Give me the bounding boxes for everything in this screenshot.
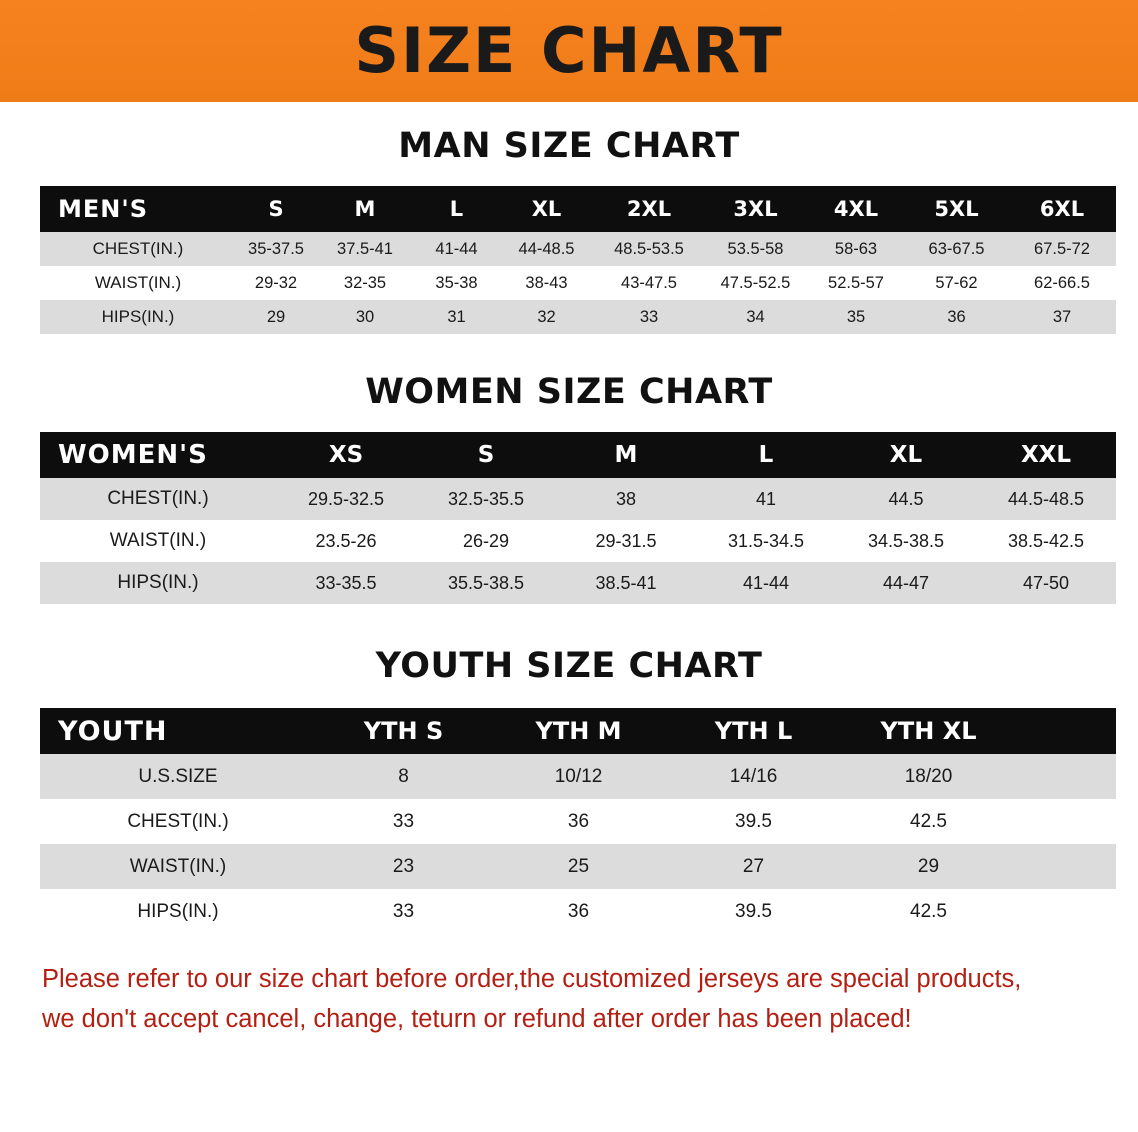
man-size-table (40, 186, 1116, 334)
youth-waist-spacer (1016, 844, 1116, 889)
women-row-label-waist: WAIST(IN.) (40, 520, 276, 562)
men-hips-l: 31 (414, 300, 499, 334)
table-row (40, 266, 1116, 300)
women-col-l: L (696, 432, 836, 478)
youth-hips-m: 36 (491, 889, 666, 934)
men-chest-6xl: 67.5-72 (1008, 232, 1116, 266)
women-hips-xs: 33-35.5 (276, 562, 416, 604)
youth-size-table (40, 708, 1116, 934)
women-section-heading: WOMEN SIZE CHART (365, 372, 773, 412)
table-row (40, 799, 1116, 844)
men-waist-xl: 38-43 (499, 266, 594, 300)
men-col-l: L (414, 186, 499, 232)
men-row-label-chest: CHEST(IN.) (40, 232, 236, 266)
youth-waist-m: 25 (491, 844, 666, 889)
men-col-xl: XL (499, 186, 594, 232)
youth-ussize-spacer (1016, 754, 1116, 799)
table-header-row (40, 432, 1116, 478)
youth-col-yth-xl: YTH XL (841, 708, 1016, 754)
youth-section-heading: YOUTH SIZE CHART (375, 646, 763, 686)
women-chest-xs: 29.5-32.5 (276, 478, 416, 520)
youth-ussize-xl: 18/20 (841, 754, 1016, 799)
men-chest-3xl: 53.5-58 (704, 232, 807, 266)
men-hips-3xl: 34 (704, 300, 807, 334)
youth-row-label-waist: WAIST(IN.) (40, 844, 316, 889)
header-banner (0, 0, 1138, 102)
men-waist-3xl: 47.5-52.5 (704, 266, 807, 300)
men-col-4xl: 4XL (807, 186, 905, 232)
women-chart-wrap (0, 432, 1138, 604)
youth-col-yth-s: YTH S (316, 708, 491, 754)
women-chest-xl: 44.5 (836, 478, 976, 520)
women-row-label-chest: CHEST(IN.) (40, 478, 276, 520)
men-chest-xl: 44-48.5 (499, 232, 594, 266)
table-row (40, 844, 1116, 889)
youth-hips-s: 33 (316, 889, 491, 934)
women-waist-m: 29-31.5 (556, 520, 696, 562)
women-waist-xs: 23.5-26 (276, 520, 416, 562)
table-row (40, 562, 1116, 604)
women-hips-xl: 44-47 (836, 562, 976, 604)
table-header-row (40, 708, 1116, 754)
men-chest-l: 41-44 (414, 232, 499, 266)
men-hips-6xl: 37 (1008, 300, 1116, 334)
men-hips-m: 30 (316, 300, 414, 334)
women-row-label-hips: HIPS(IN.) (40, 562, 276, 604)
men-chest-5xl: 63-67.5 (905, 232, 1008, 266)
table-row (40, 889, 1116, 934)
table-row (40, 478, 1116, 520)
men-col-m: M (316, 186, 414, 232)
youth-col-yth-l: YTH L (666, 708, 841, 754)
men-waist-6xl: 62-66.5 (1008, 266, 1116, 300)
women-hips-m: 38.5-41 (556, 562, 696, 604)
youth-row-label-chest: CHEST(IN.) (40, 799, 316, 844)
youth-row-label-ussize: U.S.SIZE (40, 754, 316, 799)
men-hips-xl: 32 (499, 300, 594, 334)
women-waist-xxl: 38.5-42.5 (976, 520, 1116, 562)
women-waist-l: 31.5-34.5 (696, 520, 836, 562)
table-row (40, 232, 1116, 266)
women-hips-s: 35.5-38.5 (416, 562, 556, 604)
women-hips-l: 41-44 (696, 562, 836, 604)
man-section-heading: MAN SIZE CHART (398, 126, 740, 166)
disclaimer-line-2: we don't accept cancel, change, teturn or refund after order has been placed! (42, 1004, 912, 1033)
disclaimer-note (0, 960, 1138, 1039)
men-row-label-waist: WAIST(IN.) (40, 266, 236, 300)
youth-chest-spacer (1016, 799, 1116, 844)
women-col-s: S (416, 432, 556, 478)
women-header-label: WOMEN'S (40, 432, 276, 478)
men-waist-m: 32-35 (316, 266, 414, 300)
men-row-label-hips: HIPS(IN.) (40, 300, 236, 334)
men-col-5xl: 5XL (905, 186, 1008, 232)
table-row (40, 754, 1116, 799)
men-waist-l: 35-38 (414, 266, 499, 300)
youth-chest-m: 36 (491, 799, 666, 844)
women-col-xs: XS (276, 432, 416, 478)
men-header-label: MEN'S (40, 186, 236, 232)
men-waist-s: 29-32 (236, 266, 316, 300)
men-hips-s: 29 (236, 300, 316, 334)
men-hips-5xl: 36 (905, 300, 1008, 334)
men-col-2xl: 2XL (594, 186, 704, 232)
youth-hips-spacer (1016, 889, 1116, 934)
table-row (40, 520, 1116, 562)
youth-hips-xl: 42.5 (841, 889, 1016, 934)
women-size-table (40, 432, 1116, 604)
men-chest-m: 37.5-41 (316, 232, 414, 266)
women-hips-xxl: 47-50 (976, 562, 1116, 604)
women-chest-l: 41 (696, 478, 836, 520)
men-col-6xl: 6XL (1008, 186, 1116, 232)
men-hips-2xl: 33 (594, 300, 704, 334)
men-waist-5xl: 57-62 (905, 266, 1008, 300)
men-col-s: S (236, 186, 316, 232)
women-chest-s: 32.5-35.5 (416, 478, 556, 520)
men-waist-2xl: 43-47.5 (594, 266, 704, 300)
men-chest-s: 35-37.5 (236, 232, 316, 266)
men-chest-4xl: 58-63 (807, 232, 905, 266)
men-waist-4xl: 52.5-57 (807, 266, 905, 300)
women-chest-xxl: 44.5-48.5 (976, 478, 1116, 520)
youth-waist-xl: 29 (841, 844, 1016, 889)
disclaimer-line-1: Please refer to our size chart before order,the customized jerseys are special products, (42, 965, 1022, 993)
men-hips-4xl: 35 (807, 300, 905, 334)
men-col-3xl: 3XL (704, 186, 807, 232)
youth-waist-s: 23 (316, 844, 491, 889)
youth-hips-l: 39.5 (666, 889, 841, 934)
table-header-row (40, 186, 1116, 232)
youth-col-yth-m: YTH M (491, 708, 666, 754)
men-chest-2xl: 48.5-53.5 (594, 232, 704, 266)
women-chest-m: 38 (556, 478, 696, 520)
youth-ussize-l: 14/16 (666, 754, 841, 799)
women-waist-s: 26-29 (416, 520, 556, 562)
women-col-xxl: XXL (976, 432, 1116, 478)
youth-chest-xl: 42.5 (841, 799, 1016, 844)
man-chart-wrap (0, 186, 1138, 334)
women-waist-xl: 34.5-38.5 (836, 520, 976, 562)
youth-chest-s: 33 (316, 799, 491, 844)
page-title: SIZE CHART (354, 14, 784, 87)
youth-waist-l: 27 (666, 844, 841, 889)
youth-ussize-s: 8 (316, 754, 491, 799)
youth-row-label-hips: HIPS(IN.) (40, 889, 316, 934)
women-col-xl: XL (836, 432, 976, 478)
youth-chart-wrap (0, 708, 1138, 934)
youth-col-spacer (1016, 708, 1116, 754)
table-row (40, 300, 1116, 334)
youth-ussize-m: 10/12 (491, 754, 666, 799)
youth-header-label: YOUTH (40, 708, 316, 754)
women-col-m: M (556, 432, 696, 478)
youth-chest-l: 39.5 (666, 799, 841, 844)
